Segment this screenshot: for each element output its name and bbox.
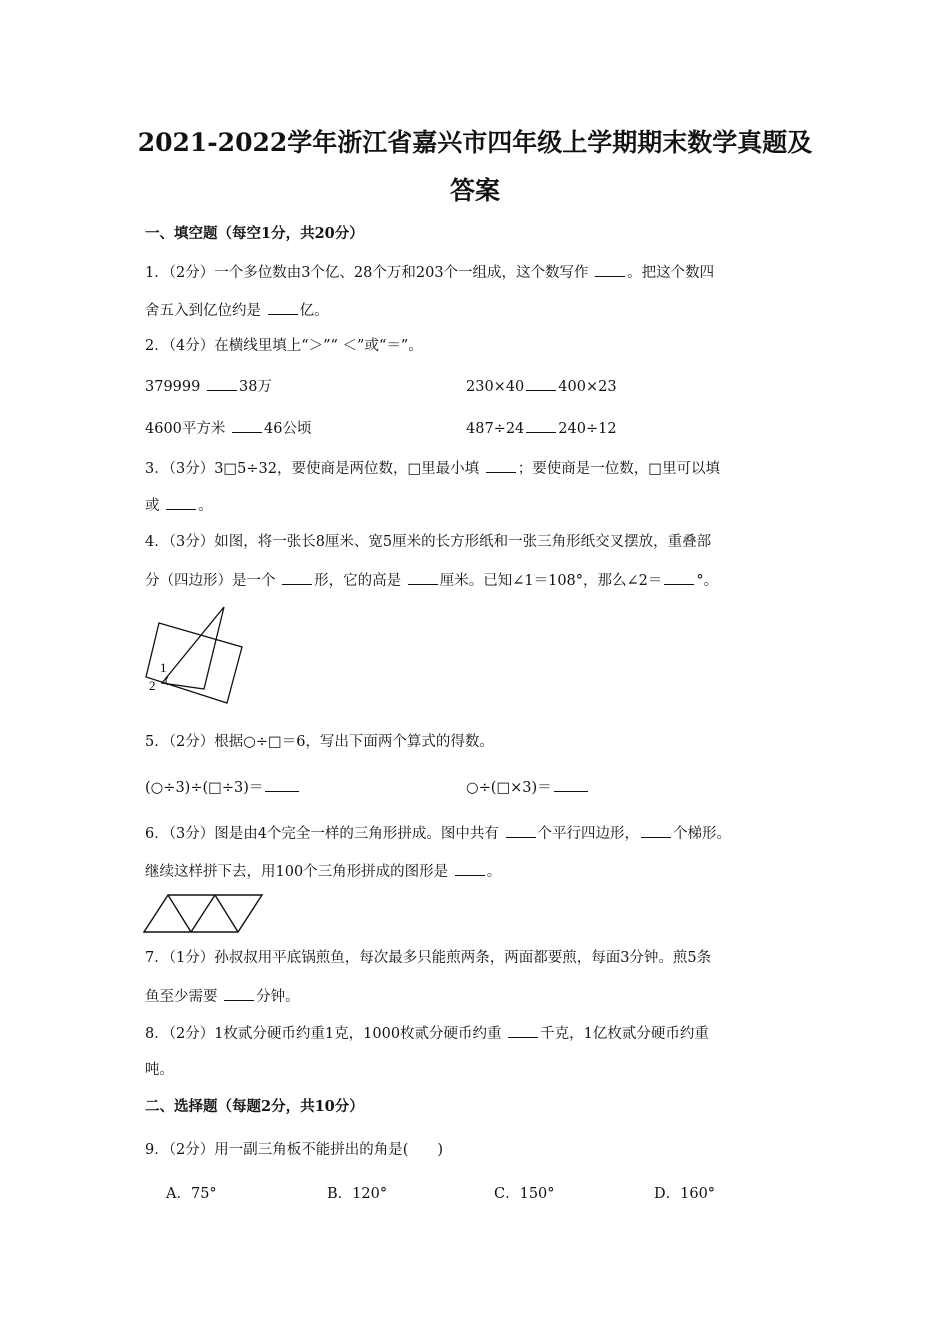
answer-blank[interactable] [508, 1023, 538, 1038]
answer-blank[interactable] [664, 570, 694, 585]
q3-line2 [145, 495, 815, 516]
triangle-edge [215, 895, 238, 932]
q3-line1 [145, 458, 815, 479]
q6-text-b: 个平行四边形， [537, 826, 640, 842]
q1-text-c: 舍五入到亿位约是 [145, 303, 266, 319]
q6-text-c: 个梯形。 [673, 826, 732, 842]
q2-item-c [145, 418, 311, 439]
q7-line1: 7．（1分）孙叔叔用平底锅煎鱼，每次最多只能煎两条，两面都要煎，每面3分钟。煎5条 [145, 950, 712, 966]
answer-blank[interactable] [282, 570, 312, 585]
q7-line2 [145, 986, 815, 1007]
q2-d-left: 487÷24 [466, 421, 525, 437]
q3-text-d: 。 [198, 498, 213, 514]
q5-item-b [466, 777, 590, 798]
q2-c-left: 4600平方米 [145, 421, 231, 437]
q9-stem: 9．（2分）用一副三角板不能拼出的角是( ) [145, 1142, 444, 1158]
answer-blank[interactable] [455, 861, 485, 876]
triangle-edge [168, 895, 191, 932]
q5-a-text: (○÷3)÷(□÷3)＝ [145, 780, 264, 796]
answer-blank[interactable] [595, 262, 625, 277]
answer-blank[interactable] [408, 570, 438, 585]
q4-text-d: °。 [696, 573, 719, 589]
angle-label-1: 1 [160, 660, 167, 675]
q3-text-a: 3．（3分）3□5÷32，要使商是两位数，□里最小填 [145, 461, 484, 477]
answer-blank[interactable] [224, 986, 254, 1001]
answer-blank[interactable] [207, 376, 237, 391]
q9-option-c[interactable]: C．150° [494, 1186, 555, 1202]
q5-stem: 5．（2分）根据○÷□＝6，写出下面两个算式的得数。 [145, 734, 494, 750]
q1-text-a: 1．（2分）一个多位数由3个亿、28个万和203个一组成，这个数写作 [145, 265, 594, 281]
q5-b-text: ○÷(□×3)＝ [466, 780, 552, 796]
answer-blank[interactable] [268, 300, 298, 315]
triangle-shape [162, 607, 224, 689]
q8-line1 [145, 1023, 815, 1044]
q4-rectangle-triangle-figure [140, 605, 250, 705]
q7-text-a: 鱼至少需要 [145, 989, 223, 1005]
q6-line1 [145, 823, 815, 844]
q2-a-left: 379999 [145, 379, 205, 395]
q8-text-b: 千克，1亿枚贰分硬币约重 [540, 1026, 709, 1042]
q4-line1: 4．（3分）如图，将一张长8厘米、宽5厘米的长方形纸和一张三角形纸交叉摆放，重叠部 [145, 534, 712, 550]
q2-a-right: 38万 [238, 379, 272, 395]
q6-text-d: 继续这样拼下去，用100个三角形拼成的图形是 [145, 864, 453, 880]
angle-label-2: 2 [149, 678, 156, 693]
q4-line2 [145, 570, 815, 591]
q8-text-a: 8．（2分）1枚贰分硬币约重1克，1000枚贰分硬币约重 [145, 1026, 507, 1042]
q2-item-d [466, 418, 617, 439]
q2-item-a [145, 376, 272, 397]
q9-option-b[interactable]: B．120° [327, 1186, 388, 1202]
answer-blank[interactable] [526, 418, 556, 433]
section1-heading: 一、填空题（每空1分，共20分） [145, 225, 364, 242]
q7-text-b: 分钟。 [256, 989, 300, 1005]
q6-text-e: 。 [486, 864, 502, 880]
q6-four-triangles-figure [142, 892, 266, 934]
answer-blank[interactable] [486, 458, 516, 473]
answer-blank[interactable] [506, 823, 536, 838]
answer-blank[interactable] [554, 777, 588, 792]
q2-b-left: 230×40 [466, 379, 525, 395]
q3-text-b: ；要使商是一位数，□里可以填 [517, 461, 720, 477]
q1-text-b: 。把这个数四 [627, 265, 715, 281]
q6-line2 [145, 861, 815, 882]
q9-option-a[interactable]: A．75° [166, 1186, 217, 1202]
q4-text-c: 厘米。已知∠1＝108°，那么∠2＝ [439, 573, 663, 589]
q1-text-d: 亿。 [299, 303, 329, 319]
q5-item-a [145, 777, 301, 798]
answer-blank[interactable] [166, 495, 196, 510]
q2-stem: 2．（4分）在横线里填上“＞”“ ＜”或“＝”。 [145, 338, 423, 354]
q1-line2 [145, 300, 815, 321]
q8-line2: 吨。 [145, 1062, 174, 1078]
answer-blank[interactable] [526, 376, 556, 391]
triangle-edge [191, 895, 215, 932]
section2-heading: 二、选择题（每题2分，共10分） [145, 1098, 364, 1115]
q4-text-a: 分（四边形）是一个 [145, 573, 281, 589]
q6-text-a: 6．（3分）图是由4个完全一样的三角形拼成。图中共有 [145, 826, 504, 842]
answer-blank[interactable] [641, 823, 671, 838]
q1-line1 [145, 262, 815, 283]
q2-d-right: 240÷12 [558, 421, 617, 437]
q3-text-c: 或 [145, 498, 165, 514]
q9-option-d[interactable]: D．160° [654, 1186, 716, 1202]
q2-item-b [466, 376, 617, 397]
q2-b-right: 400×23 [558, 379, 617, 395]
q4-text-b: 形，它的高是 [314, 573, 406, 589]
document-title-line1: 2021-2022学年浙江省嘉兴市四年级上学期期末数学真题及 [137, 128, 813, 157]
q2-c-right: 46公顷 [264, 421, 312, 437]
document-title-line2: 答案 [449, 176, 500, 205]
answer-blank[interactable] [232, 418, 262, 433]
answer-blank[interactable] [265, 777, 299, 792]
